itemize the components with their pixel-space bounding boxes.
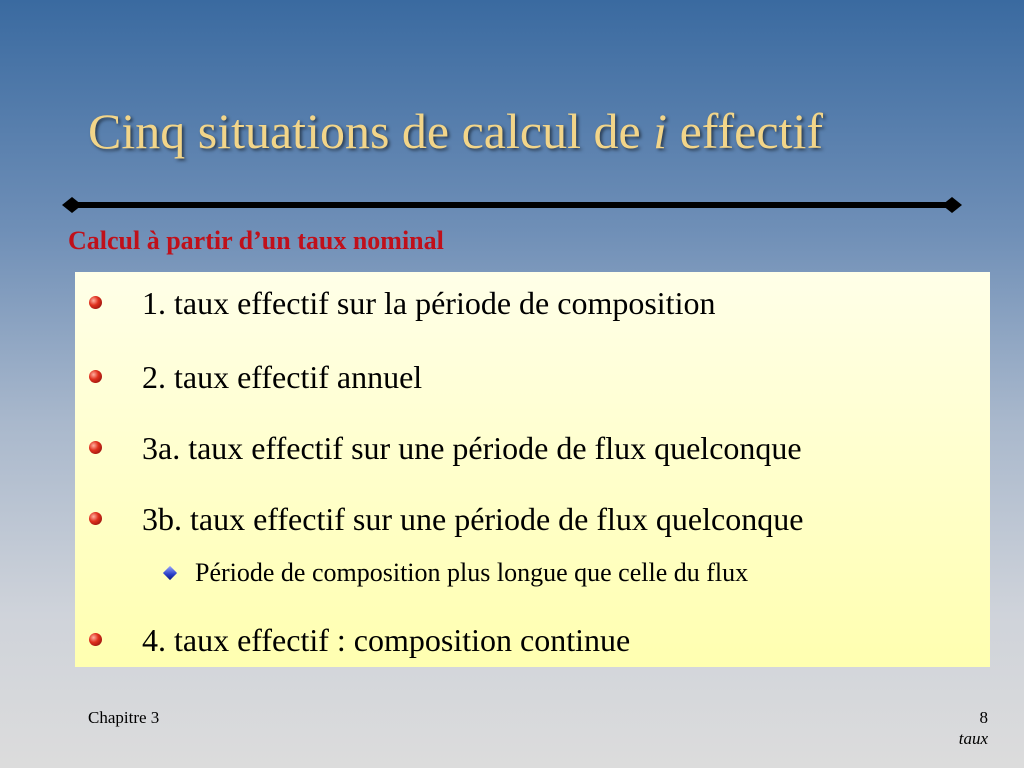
sub-bullet-text: Période de composition plus longue que celle du flux xyxy=(195,558,749,587)
red-sphere-bullet-icon xyxy=(89,370,102,383)
bullet-text: 3b. taux effectif sur une période de flux quelconque xyxy=(142,501,804,537)
footer-right xyxy=(959,708,988,750)
red-sphere-bullet-icon xyxy=(89,512,102,525)
blue-diamond-bullet-icon xyxy=(163,566,177,580)
footer-chapter: Chapitre 3 xyxy=(88,708,160,727)
bullet-text: 3a. taux effectif sur une période de flux quelconque xyxy=(142,430,802,466)
bullet-text: 4. taux effectif : composition continue xyxy=(142,622,631,658)
red-sphere-bullet-icon xyxy=(89,296,102,309)
page-number: 8 xyxy=(979,708,988,727)
footer-topic: taux xyxy=(958,729,988,748)
title-end: effectif xyxy=(667,103,823,159)
red-sphere-bullet-icon xyxy=(89,441,102,454)
title-variable: i xyxy=(653,103,668,159)
bullet-text: 2. taux effectif annuel xyxy=(142,359,423,395)
title-divider xyxy=(62,194,962,216)
section-subtitle: Calcul à partir d’un taux nominal xyxy=(68,226,444,255)
red-sphere-bullet-icon xyxy=(89,633,102,646)
content-box xyxy=(75,272,990,667)
slide-title xyxy=(88,104,823,159)
bullet-text: 1. taux effectif sur la période de composition xyxy=(142,285,716,321)
title-main: Cinq situations de calcul de xyxy=(88,103,654,159)
